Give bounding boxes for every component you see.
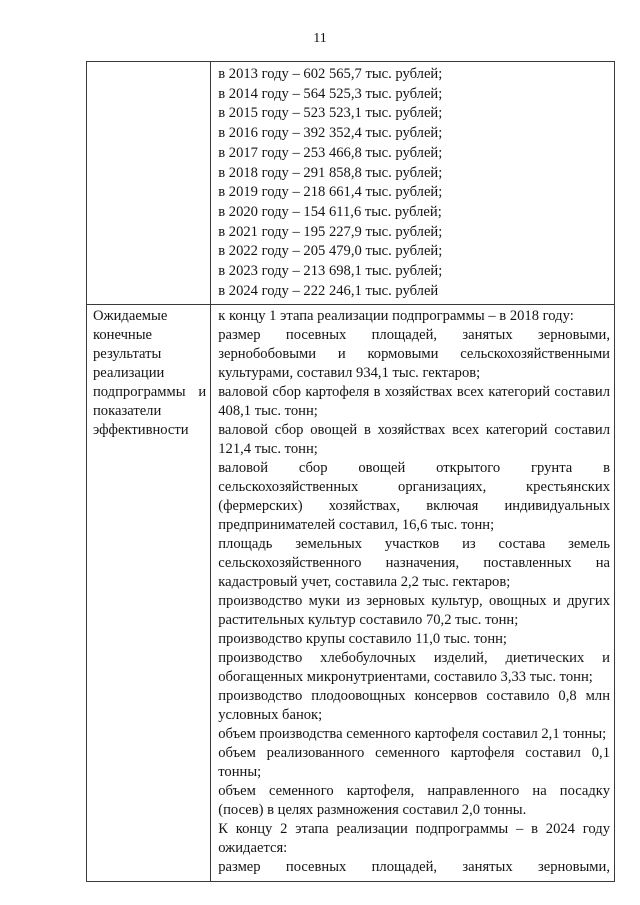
funding-year-line: в 2022 году – 205 479,0 тыс. рублей;: [218, 243, 443, 260]
results-paragraph: валовой сбор картофеля в хозяйствах всех категорий составил 408,1 тыс. тонн;: [218, 384, 610, 420]
results-paragraph: производство плодоовощных консервов составило 0,8 млн условных банок;: [218, 688, 610, 724]
results-header-word: подпрограммы: [93, 384, 186, 401]
results-row: [87, 305, 615, 882]
page-number: 11: [313, 31, 327, 46]
results-paragraph: объем реализованного семенного картофеля составил 0,1 тонны;: [218, 745, 610, 781]
funding-value-cell: [211, 62, 615, 305]
results-paragraph: размер посевных площадей, занятых зерновыми, зернобобовыми и кормовыми сельскохозяйственными культурами, составил 934,1 тыс. гектаров;: [218, 327, 610, 382]
funding-row: [87, 62, 615, 305]
results-header-line: [93, 383, 210, 402]
funding-year-line: в 2017 году – 253 466,8 тыс. рублей;: [218, 144, 443, 161]
results-header-line: эффективности: [93, 422, 189, 439]
funding-year-line: в 2014 году – 564 525,3 тыс. рублей;: [218, 85, 443, 102]
results-header-word: и: [198, 384, 207, 401]
funding-by-year-list: [211, 62, 614, 304]
results-paragraph: площадь земельных участков из состава земель сельскохозяйственного назначения, поставленных на кадастровый учет, составила 2,2 тыс. гектаров;: [218, 536, 610, 591]
results-header-line: Ожидаемые: [93, 308, 168, 325]
funding-year-line: в 2019 году – 218 661,4 тыс. рублей;: [218, 184, 443, 201]
funding-year-line: в 2020 году – 154 611,6 тыс. рублей;: [218, 203, 442, 220]
results-paragraph: размер посевных площадей, занятых зерновыми,: [218, 859, 610, 876]
results-paragraph: объем семенного картофеля, направленного на посадку (посев) в целях размножения составил 2,0 тонны.: [218, 783, 610, 819]
results-header-line: реализации: [93, 365, 165, 382]
results-paragraph: производство хлебобулочных изделий, диетических и обогащенных микронутриентами, составило 3,33 тыс. тонн;: [218, 650, 610, 686]
funding-year-line: в 2021 году – 195 227,9 тыс. рублей;: [218, 223, 443, 240]
results-header-line: конечные: [93, 327, 153, 344]
funding-year-line: в 2018 году – 291 858,8 тыс. рублей;: [218, 164, 443, 181]
results-header: [87, 305, 210, 440]
results-paragraph: к концу 1 этапа реализации подпрограммы – в 2018 году:: [218, 308, 574, 325]
results-paragraph: производство крупы составило 11,0 тыс. тонн;: [218, 631, 507, 648]
results-content: [211, 305, 614, 881]
results-paragraph: валовой сбор овощей в хозяйствах всех категорий составил 121,4 тыс. тонн;: [218, 422, 610, 458]
results-content-cell: [211, 305, 615, 882]
results-header-line: показатели: [93, 403, 162, 420]
results-paragraph: производство муки из зерновых культур, овощных и других растительных культур составило 70,2 тыс. тонн;: [218, 593, 610, 629]
results-header-line: результаты: [93, 346, 162, 363]
subprogram-passport-table: [86, 61, 615, 882]
funding-label-cell: [87, 62, 211, 305]
results-paragraph: валовой сбор овощей открытого грунта в сельскохозяйственных организациях, крестьянских (фермерских) хозяйствах, включая индивидуальных предпринимателей составил, 16,6 тыс. тонн;: [218, 460, 610, 534]
results-paragraph: К концу 2 этапа реализации подпрограммы – в 2024 году ожидается:: [218, 821, 610, 857]
results-paragraph: объем производства семенного картофеля составил 2,1 тонны;: [218, 726, 607, 743]
funding-year-line: в 2024 году – 222 246,1 тыс. рублей: [218, 282, 439, 299]
funding-year-line: в 2016 году – 392 352,4 тыс. рублей;: [218, 125, 443, 142]
funding-year-line: в 2015 году – 523 523,1 тыс. рублей;: [218, 105, 443, 122]
funding-year-line: в 2013 году – 602 565,7 тыс. рублей;: [218, 66, 443, 82]
results-label-cell: [87, 305, 211, 882]
funding-year-line: в 2023 году – 213 698,1 тыс. рублей;: [218, 263, 443, 280]
